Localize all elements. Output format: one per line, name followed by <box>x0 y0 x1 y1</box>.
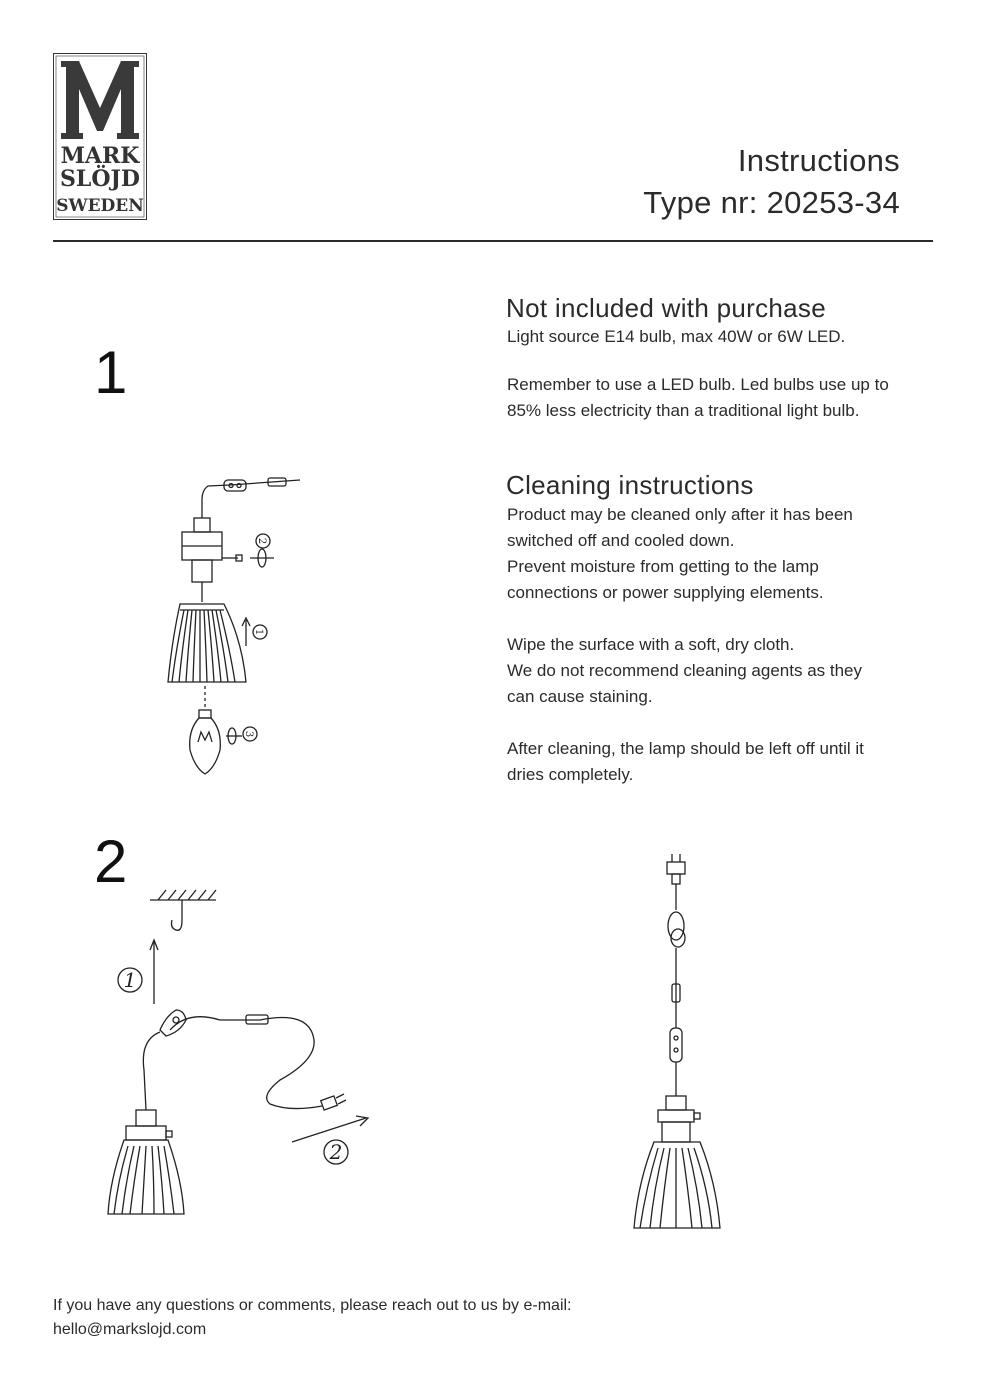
installed-lamp-diagram <box>620 850 740 1235</box>
footer-contact-text: If you have any questions or comments, please reach out to us by e-mail: <box>53 1297 572 1314</box>
cleaning-line: connections or power supplying elements. <box>507 583 824 602</box>
not-included-line: 85% less electricity than a traditional light bulb. <box>507 401 860 420</box>
step-number-1: 1 <box>94 339 128 406</box>
logo-line-mark: MARK <box>60 143 140 169</box>
cleaning-text <box>507 502 927 788</box>
cleaning-line: Product may be cleaned only after it has been <box>507 505 853 524</box>
cleaning-line <box>507 710 927 736</box>
diagram2-step2-label: 2 <box>329 1140 343 1164</box>
not-included-text <box>507 324 927 424</box>
header-divider <box>53 240 933 242</box>
not-included-line: Remember to use a LED bulb. Led bulbs use up to <box>507 375 889 394</box>
logo-line-sweden: SWEDEN <box>56 196 144 216</box>
diagram2-step1-label: 1 <box>123 968 137 992</box>
cleaning-line: Wipe the surface with a soft, dry cloth. <box>507 635 795 654</box>
assembly-diagram <box>150 370 300 780</box>
cleaning-line: dries completely. <box>507 765 634 784</box>
cleaning-line: Prevent moisture from getting to the lamp <box>507 557 819 576</box>
diagram1-step2-label: 2 <box>256 537 267 545</box>
type-number: Type nr: 20253-34 <box>643 185 900 220</box>
brand-logo <box>53 53 147 220</box>
cleaning-line: can cause staining. <box>507 687 653 706</box>
footer-email-link[interactable]: hello@markslojd.com <box>53 1321 207 1338</box>
cleaning-line: After cleaning, the lamp should be left off until it <box>507 739 864 758</box>
cleaning-heading: Cleaning instructions <box>506 470 754 500</box>
not-included-line: Light source E14 bulb, max 40W or 6W LED. <box>507 327 846 346</box>
step-number-2: 2 <box>94 828 128 895</box>
cleaning-line: We do not recommend cleaning agents as they <box>507 661 863 680</box>
cleaning-line <box>507 606 927 632</box>
hanging-diagram <box>100 880 390 1220</box>
diagram1-step1-label: 1 <box>253 628 264 636</box>
logo-line-slojd: SLÖJD <box>59 166 141 192</box>
diagram1-step3-label: 3 <box>243 730 254 738</box>
page-title: Instructions <box>737 143 900 178</box>
not-included-heading: Not included with purchase <box>506 293 826 323</box>
cleaning-line: switched off and cooled down. <box>507 531 735 550</box>
